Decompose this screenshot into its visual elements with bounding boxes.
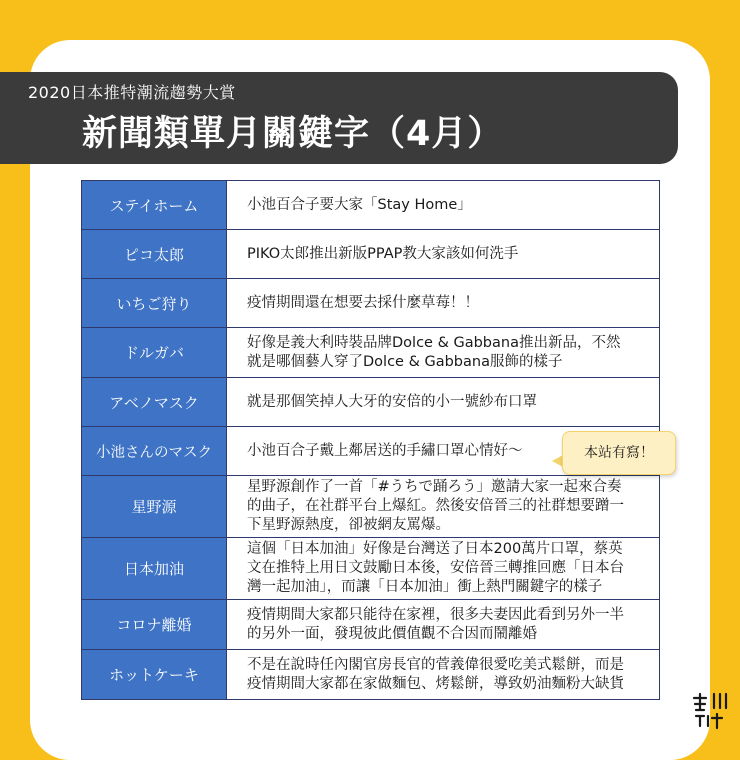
keyword-term: 星野源 (82, 476, 227, 538)
description-line: 的另外一面，發現彼此價值觀不合因而鬧離婚 (247, 625, 537, 642)
keyword-description (227, 378, 660, 427)
keyword-description (227, 279, 660, 328)
description-line: 就是那個笑掉人大牙的安倍的小一號紗布口罩 (247, 393, 537, 410)
table-row (82, 378, 660, 427)
description-line: 好像是義大利時裝品牌Dolce & Gabbana推出新品，不然 (247, 334, 621, 351)
table-row (82, 538, 660, 600)
description-line: PIKO太郎推出新版PPAP教大家該如何洗手 (247, 245, 519, 262)
keyword-description (227, 181, 660, 230)
keyword-term: ホットケーキ (82, 650, 227, 700)
description-line: 疫情期間大家都在家做麵包、烤鬆餅，導致奶油麵粉大缺貨 (247, 675, 624, 692)
table-row (82, 181, 660, 230)
description-line: 就是哪個藝人穿了Dolce & Gabbana服飾的樣子 (247, 353, 563, 370)
table-row (82, 279, 660, 328)
keyword-term: いちご狩り (82, 279, 227, 328)
table-row (82, 476, 660, 538)
keyword-description (227, 650, 660, 700)
keyword-description (227, 230, 660, 279)
keyword-description (227, 538, 660, 600)
table-row (82, 650, 660, 700)
description-line: 疫情期間大家都只能待在家裡，很多夫妻因此看到另外一半 (247, 606, 624, 623)
description-line: 下星野源熱度，卻被網友罵爆。 (247, 517, 450, 533)
description-line: 疫情期間還在想要去採什麼草莓！！ (247, 294, 479, 311)
keyword-term: 小池さんのマスク (82, 427, 227, 476)
table-row (82, 230, 660, 279)
keyword-term: ドルガバ (82, 328, 227, 378)
table-row (82, 328, 660, 378)
keyword-term: 日本加油 (82, 538, 227, 600)
keyword-term: ステイホーム (82, 181, 227, 230)
description-line: 不是在說時任內閣官房長官的菅義偉很愛吃美式鬆餅，而是 (247, 656, 624, 673)
keyword-description (227, 600, 660, 650)
description-line: 星野源創作了一首「#うちで踊ろう」邀請大家一起來合奏 (247, 479, 622, 495)
keyword-term: ピコ太郎 (82, 230, 227, 279)
page-title: 新聞類單月關鍵字（4月） (82, 114, 504, 154)
description-line: 小池百合子戴上鄰居送的手繡口罩心情好～ (247, 442, 523, 459)
description-line: 這個「日本加油」好像是台灣送了日本200萬片口罩，蔡英 (247, 541, 623, 557)
site-logo-icon (690, 690, 730, 732)
keyword-term: アベノマスク (82, 378, 227, 427)
keyword-description (227, 476, 660, 538)
description-line: 的曲子，在社群平台上爆紅。然後安倍晉三的社群想要蹭一 (247, 498, 624, 514)
callout-bubble: 本站有寫！ (562, 431, 676, 475)
description-line: 小池百合子要大家「Stay Home」 (247, 196, 472, 213)
keyword-term: コロナ離婚 (82, 600, 227, 650)
table-row (82, 600, 660, 650)
keyword-description (227, 328, 660, 378)
description-line: 文在推特上用日文鼓勵日本後，安倍晉三轉推回應「日本台 (247, 560, 624, 576)
page-subtitle: 2020日本推特潮流趨勢大賞 (28, 83, 236, 102)
description-line: 灣一起加油」，而讓「日本加油」衝上熱門關鍵字的樣子 (247, 579, 603, 595)
